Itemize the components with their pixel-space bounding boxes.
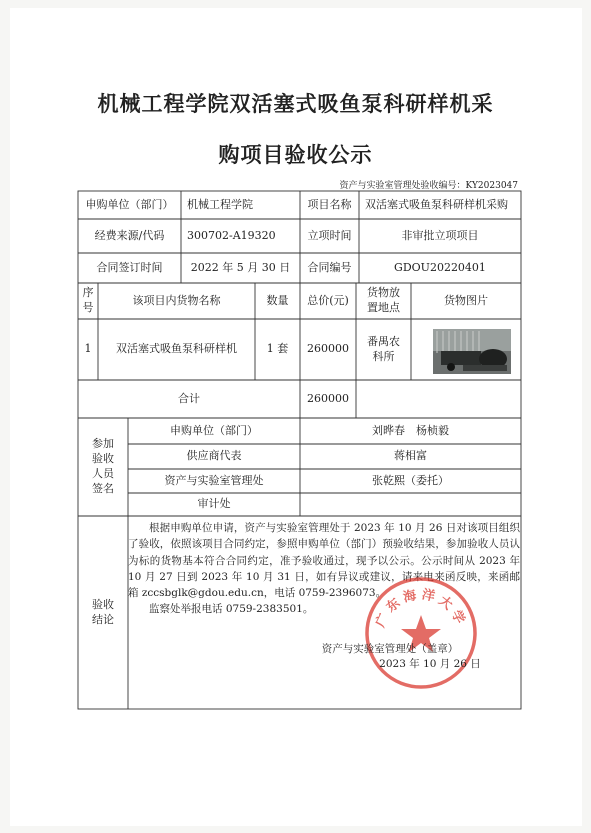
goods-no-header xyxy=(78,283,98,319)
setup-time-label: 立项时间 xyxy=(307,228,352,242)
acceptance-number: 资产与实验室管理处验收编号：KY2023047 xyxy=(339,181,518,191)
participant-signature-dept: 刘晔春 杨桢毅 xyxy=(372,423,449,437)
goods-no-header-line2: 号 xyxy=(82,301,94,314)
conclusion-label-line2: 结论 xyxy=(92,612,114,626)
participant-role-dept: 申购单位（部门） xyxy=(170,423,258,437)
contract-date-label: 合同签订时间 xyxy=(96,260,163,274)
goods-no-header-line1: 序 xyxy=(82,286,94,300)
conclusion-label xyxy=(78,516,128,709)
setup-time-value: 非审批立项项目 xyxy=(401,228,479,242)
contract-no-label: 合同编号 xyxy=(307,260,352,274)
signature-date: 2023 年 10 月 26 日 xyxy=(379,657,481,670)
goods-image-header: 货物图片 xyxy=(444,293,488,307)
goods-place-header-line1: 货物放 xyxy=(367,286,400,300)
goods-row-place-line1: 番禺农 xyxy=(367,334,400,348)
conclusion-label-line1: 验收 xyxy=(92,597,114,611)
goods-place-header xyxy=(356,283,411,319)
fund-source-label: 经费来源/代码 xyxy=(94,228,165,242)
sum-value: 260000 xyxy=(307,391,349,405)
participants-label-4: 签名 xyxy=(92,481,114,495)
participants-label-1: 参加 xyxy=(92,437,114,451)
document-title: 机械工程学院双活塞式吸鱼泵科研样机采 xyxy=(97,91,494,116)
goods-row-total: 260000 xyxy=(307,342,349,356)
goods-row-no: 1 xyxy=(84,342,92,356)
goods-name-header: 该项目内货物名称 xyxy=(132,293,221,307)
goods-row-qty: 1 套 xyxy=(266,342,289,356)
goods-row-place xyxy=(356,319,411,380)
participant-role-supplier: 供应商代表 xyxy=(186,449,242,463)
signer-unit: 资产与实验室管理处（盖章） xyxy=(321,642,459,655)
goods-row-place-line2: 科所 xyxy=(372,349,395,363)
conclusion-paragraph-2: 监察处举报电话 0759-2383501。 xyxy=(149,603,314,616)
dept-label: 申购单位（部门） xyxy=(85,197,174,211)
participant-signature-supplier: 蒋相富 xyxy=(394,449,427,463)
conclusion-paragraph-1: 根据申购单位申请，资产与实验室管理处于 2023 年 10 月 26 日对该项目组织了验收，依照该项目合同约定，参照申购单位（部门）预验收结果，参加验收人员认为标的货物基本符合合同约定，准予验收通过，现予以公示。公示时间从 2023 年 10 月 27 日到 2023 年 10 月 31 日，如有异议或建议，请来电来函反映，来函邮箱 zccsbglk@gdou.edu.cn，电话 0759-2396073。 xyxy=(128,522,520,600)
official-seal xyxy=(363,575,479,691)
contract-no-value: GDOU20220401 xyxy=(394,260,486,274)
document-title-line2: 购项目验收公示 xyxy=(218,142,373,167)
project-name-value: 双活塞式吸鱼泵科研样机采购 xyxy=(365,197,508,211)
participant-signature-asset-office: 张乾熙（委托） xyxy=(372,473,449,487)
goods-total-header: 总价(元) xyxy=(307,293,349,307)
dept-value: 机械工程学院 xyxy=(187,197,253,211)
seal-text: 广东海洋大学 xyxy=(373,587,469,630)
participants-label-2: 验收 xyxy=(92,452,114,466)
goods-qty-header: 数量 xyxy=(266,293,289,307)
goods-photo xyxy=(433,329,511,374)
participant-signature-audit xyxy=(300,493,521,516)
fund-source-value: 300702-A19320 xyxy=(187,228,276,242)
participants-group-label xyxy=(78,418,128,516)
goods-place-header-line2: 置地点 xyxy=(367,301,400,314)
project-name-label: 项目名称 xyxy=(307,197,352,211)
goods-row-name: 双活塞式吸鱼泵科研样机 xyxy=(116,342,237,356)
participants-label-3: 人员 xyxy=(92,467,114,480)
sum-label: 合计 xyxy=(178,391,200,405)
participant-role-asset-office: 资产与实验室管理处 xyxy=(164,473,264,487)
contract-date-value: 2022 年 5 月 30 日 xyxy=(190,260,291,274)
participant-role-audit: 审计处 xyxy=(197,497,231,511)
